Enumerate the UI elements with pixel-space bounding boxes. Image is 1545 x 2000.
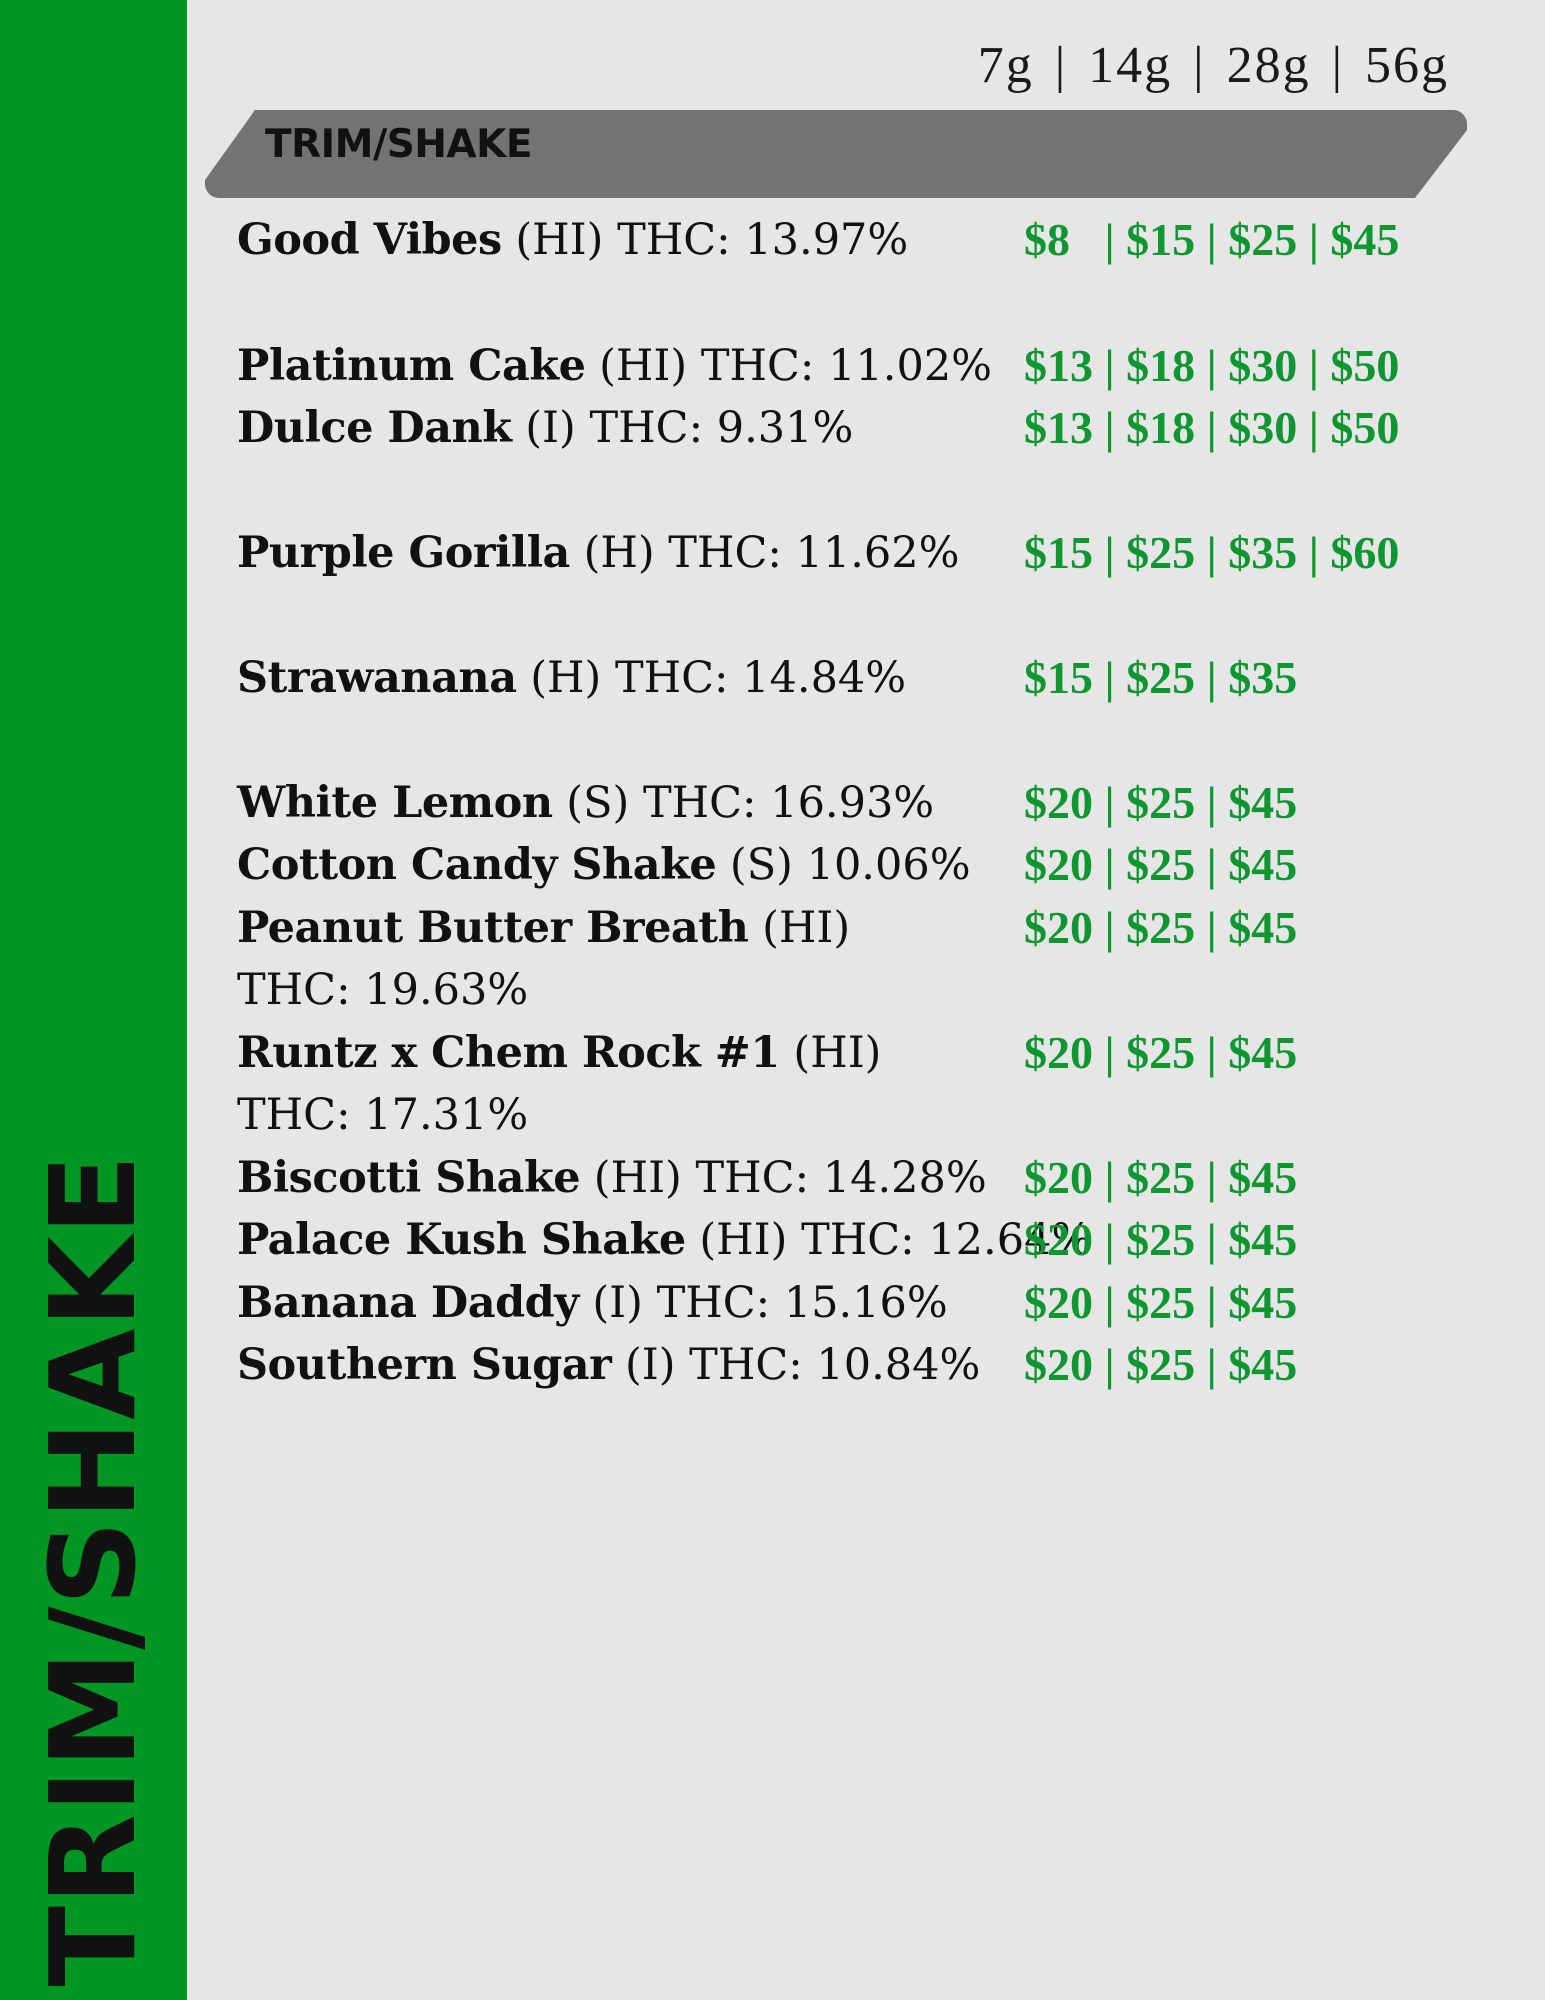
item-prices: $20 | $25 | $45 [1024,839,1298,890]
item-detail: (S) 10.06% [716,840,971,890]
item-prices: $8 | $15 | $25 | $45 [1024,214,1400,265]
menu-item [237,1023,1497,1140]
item-name: Southern Sugar [237,1340,612,1390]
menu-item [237,773,1497,833]
item-name: White Lemon [237,778,553,828]
item-name: Purple Gorilla [237,528,570,578]
item-prices: $20 | $25 | $45 [1024,777,1298,828]
item-detail: (I) THC: 10.84% [611,1340,981,1390]
item-detail: (HI) THC: 12.64% [685,1215,1093,1265]
menu-item [237,210,1497,270]
item-name: Dulce Dank [237,403,512,453]
menu-item [237,898,1497,1015]
item-name: Strawanana [237,653,517,703]
menu-item [237,398,1497,458]
item-name: Banana Daddy [237,1278,579,1328]
item-prices: $13 | $18 | $30 | $50 [1024,340,1400,391]
menu-item [237,336,1497,396]
item-prices: $20 | $25 | $45 [1024,1214,1298,1265]
section-banner-label: TRIM/SHAKE [265,122,532,167]
item-thc: THC: 19.63% [237,965,529,1015]
item-prices: $15 | $25 | $35 [1024,652,1298,703]
sidebar-title: TRIM/SHAKE [24,1153,162,1987]
menu-item [237,648,1497,708]
menu-item [237,1273,1497,1333]
item-detail: (HI) THC: 11.02% [585,341,993,391]
item-prices: $20 | $25 | $45 [1024,1277,1298,1328]
item-detail: (H) THC: 11.62% [569,528,960,578]
item-detail: (I) THC: 15.16% [578,1278,948,1328]
item-name: Peanut Butter Breath [237,903,749,953]
item-name: Good Vibes [237,215,502,265]
item-name: Cotton Candy Shake [237,840,717,890]
item-detail: (HI) [748,903,851,953]
menu-item [237,1148,1497,1208]
item-detail: (HI) THC: 13.97% [501,215,909,265]
menu-item [237,523,1497,583]
item-prices: $20 | $25 | $45 [1024,1152,1298,1203]
item-thc: THC: 17.31% [237,1090,529,1140]
item-name: Runtz x Chem Rock #1 [237,1028,780,1078]
item-detail: (S) THC: 16.93% [552,778,935,828]
menu-item [237,1335,1497,1395]
weight-header: 7g | 14g | 28g | 56g [977,37,1449,94]
item-name: Biscotti Shake [237,1153,581,1203]
item-name: Palace Kush Shake [237,1215,686,1265]
item-prices: $13 | $18 | $30 | $50 [1024,402,1400,453]
item-detail: (HI) [779,1028,882,1078]
menu-item [237,835,1497,895]
item-detail: (I) THC: 9.31% [511,403,854,453]
item-detail: (H) THC: 14.84% [516,653,907,703]
item-prices: $15 | $25 | $35 | $60 [1024,527,1400,578]
item-detail: (HI) THC: 14.28% [580,1153,987,1203]
item-prices: $20 | $25 | $45 [1024,1027,1298,1078]
item-name: Platinum Cake [237,341,586,391]
item-prices: $20 | $25 | $45 [1024,902,1298,953]
item-prices: $20 | $25 | $45 [1024,1339,1298,1390]
menu-item [237,1210,1497,1270]
